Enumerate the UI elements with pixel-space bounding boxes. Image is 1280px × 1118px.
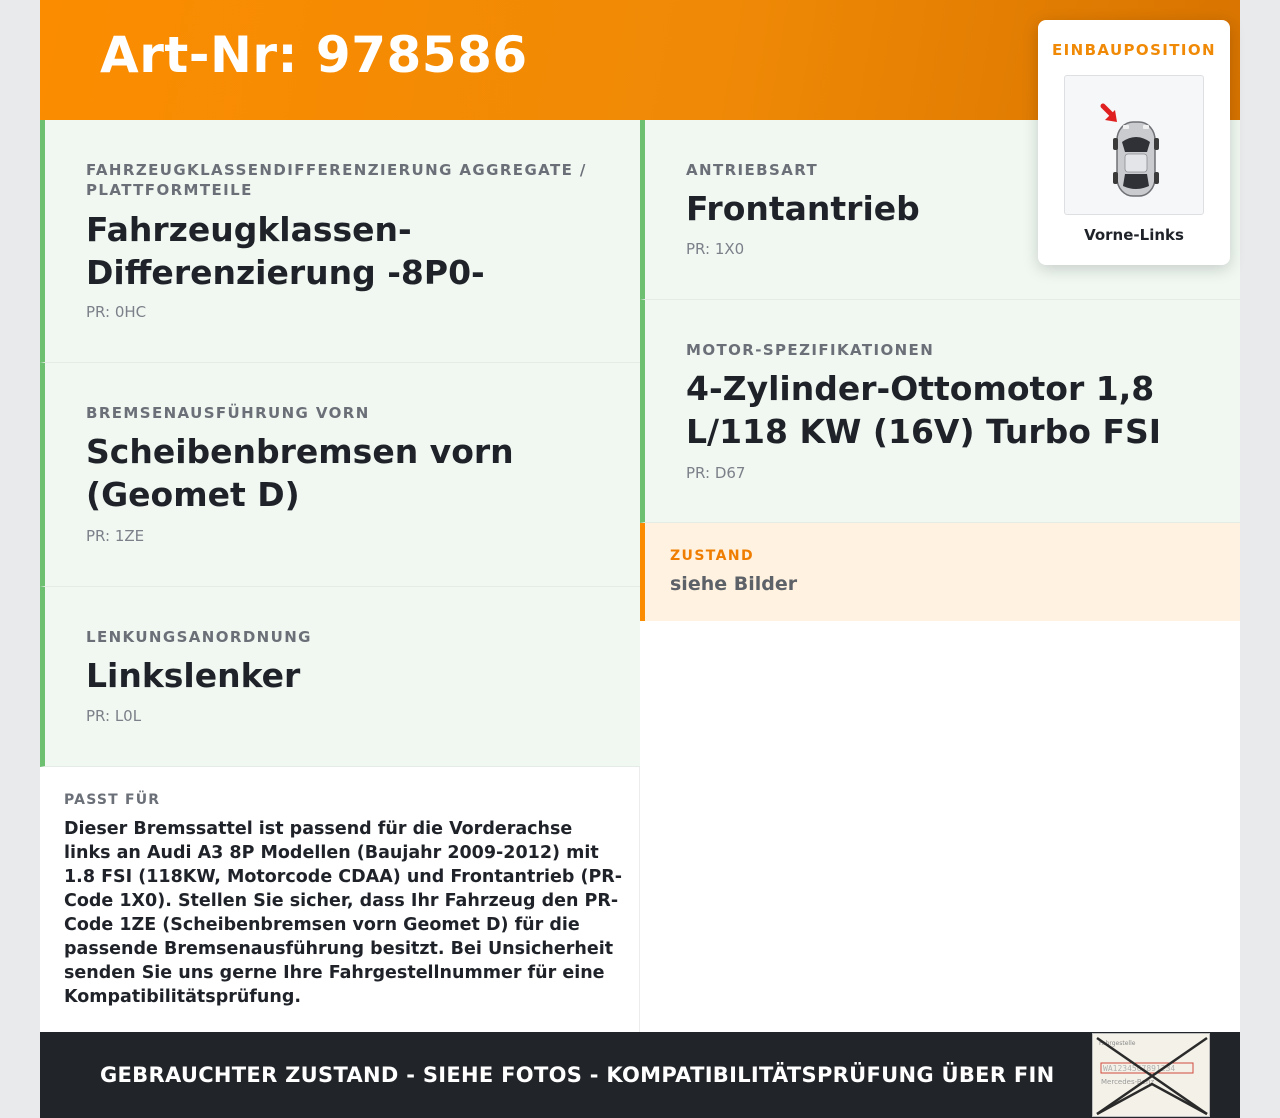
car-top-view-icon [1065, 76, 1205, 216]
condition-label: ZUSTAND [670, 548, 755, 564]
footer-bar [40, 1032, 1240, 1118]
car-diagram [1064, 75, 1204, 215]
condition-value: siehe Bilder [670, 573, 798, 595]
spec-cell-front-brakes [40, 363, 640, 587]
spec-value: 4-Zylinder-Ottomotor 1,8 L/118 KW (16V) Turbo FSI [686, 369, 1162, 451]
spec-value: Frontantrieb [686, 189, 920, 228]
condition-box [640, 523, 1240, 621]
article-number-title: Art-Nr: 978586 [100, 26, 528, 84]
spec-label: BREMSENAUSFÜHRUNG VORN [86, 404, 370, 422]
plate-line-2: WA1234567891234 [1103, 1064, 1176, 1073]
fits-label: PASST FÜR [64, 792, 161, 808]
spec-value: Linkslenker [86, 656, 301, 695]
spec-label: LENKUNGSANORDNUNG [86, 628, 312, 646]
spec-pr-code: PR: 1X0 [686, 240, 745, 258]
vehicle-plate-thumbnail[interactable] [1092, 1033, 1210, 1117]
spec-label: FAHRZEUGKLASSENDIFFERENZIERUNG AGGREGATE / PLATTFORMTEILE [86, 161, 587, 199]
spec-value: Scheibenbremsen vorn (Geomet D) [86, 432, 514, 514]
plate-line-3: Mercedes-Benz [1101, 1078, 1155, 1086]
spec-cell-steering [40, 587, 640, 767]
fits-description: Dieser Bremssattel ist passend für die Vorderachse links an Audi A3 8P Modellen (Baujahr 2009-2012) mit 1.8 FSI (118KW, Motorcode CDAA) und Frontantrieb (PR-Code 1X0). Stellen Sie sicher, dass Ihr Fahrzeug den PR-Code 1ZE (Scheibenbremsen vorn Geomet D) für die passende Bremsenausführung besitzt. Bei Unsicherheit senden Sie uns gerne Ihre Fahrgestellnummer für eine Kompatibilitätsprüfung. [64, 819, 623, 1007]
spec-cell-engine [640, 300, 1240, 523]
spec-pr-code: PR: 1ZE [86, 527, 145, 545]
spec-value: Fahrzeugklassen-Differenzierung -8P0- [86, 210, 485, 292]
spec-label: MOTOR-SPEZIFIKATIONEN [686, 341, 935, 359]
mounting-position-card [1038, 20, 1230, 265]
spec-cell-vehicle-class [40, 120, 640, 363]
mounting-position-value: Vorne-Links [1084, 226, 1184, 244]
spec-pr-code: PR: D67 [686, 464, 746, 482]
plate-line-1: Fahrgestelle [1099, 1040, 1136, 1047]
mounting-label: EINBAUPOSITION [1052, 41, 1216, 59]
spec-pr-code: PR: 0HC [86, 303, 147, 321]
spec-label: ANTRIEBSART [686, 161, 819, 179]
footer-text: GEBRAUCHTER ZUSTAND - SIEHE FOTOS - KOMPATIBILITÄTSPRÜFUNG ÜBER FIN [100, 1063, 1055, 1087]
fits-section [40, 767, 640, 1032]
product-sheet [40, 0, 1240, 1118]
spec-pr-code: PR: L0L [86, 707, 142, 725]
plate-image-icon [1093, 1034, 1210, 1117]
